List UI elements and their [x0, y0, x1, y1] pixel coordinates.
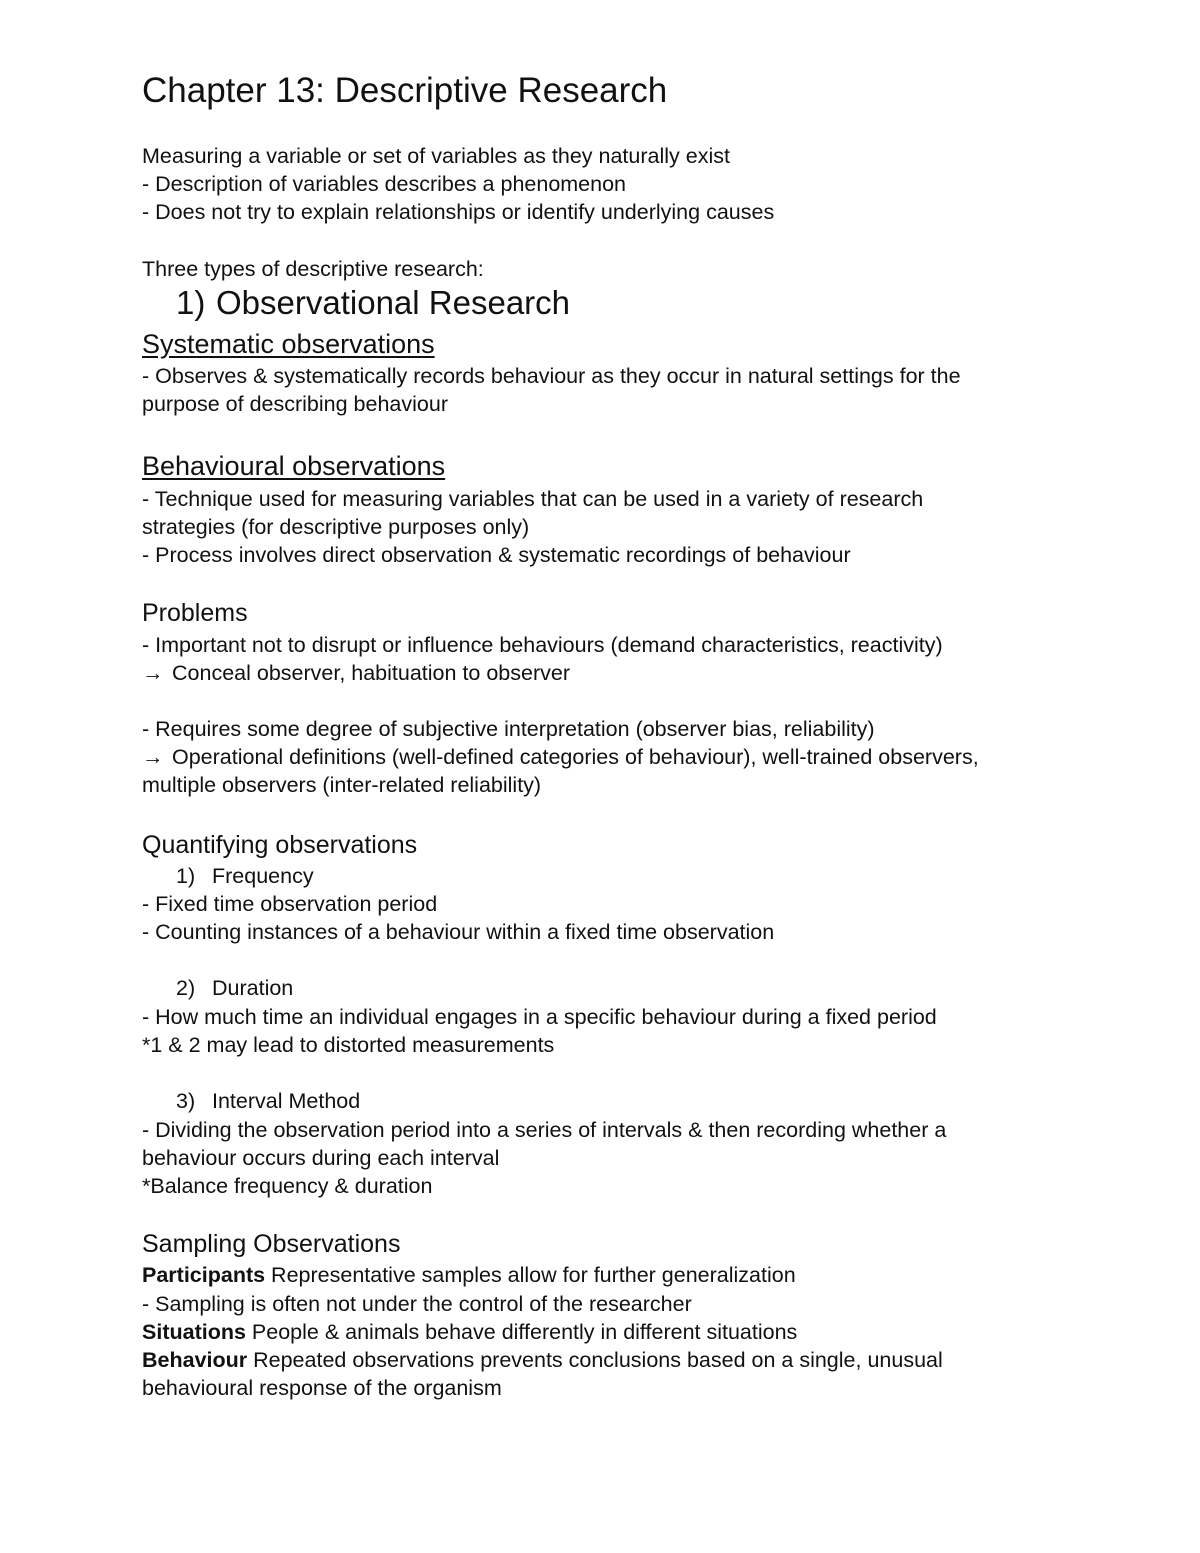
behavioural-line-2: strategies (for descriptive purposes only) — [142, 515, 530, 539]
systematic-line-1: - Observes & systematically records behaviour as they occur in natural settings for the — [142, 364, 961, 388]
page-title: Chapter 13: Descriptive Research — [142, 71, 668, 110]
item-label: Interval Method — [212, 1089, 361, 1113]
arrow-icon: → — [142, 745, 164, 769]
sampling-situations-line — [142, 1318, 797, 1346]
interval-line-3: *Balance frequency & duration — [142, 1174, 433, 1198]
sampling-behaviour-line-2: behavioural response of the organism — [142, 1376, 502, 1400]
interval-line-2: behaviour occurs during each interval — [142, 1146, 500, 1170]
problems-line-3: - Requires some degree of subjective interpretation (observer bias, reliability) — [142, 717, 875, 741]
list-number: 1) — [176, 284, 206, 321]
frequency-line-2: - Counting instances of a behaviour within a fixed time observation — [142, 920, 775, 944]
problems-arrow-line-1 — [142, 659, 570, 687]
frequency-line-1: - Fixed time observation period — [142, 892, 438, 916]
behaviour-term: Behaviour — [142, 1348, 248, 1372]
problems-heading: Problems — [142, 599, 248, 627]
interval-item — [176, 1087, 360, 1115]
behavioural-line-3: - Process involves direct observation & systematic recordings of behaviour — [142, 543, 851, 567]
behavioural-line-1: - Technique used for measuring variables that can be used in a variety of research — [142, 487, 924, 511]
list-number: 2) — [176, 976, 196, 1000]
intro-line-1: Measuring a variable or set of variables as they naturally exist — [142, 144, 730, 168]
list-number: 1) — [176, 864, 196, 888]
sampling-behaviour-line — [142, 1346, 943, 1374]
systematic-observations-heading: Systematic observations — [142, 329, 435, 359]
participants-text: Representative samples allow for further generalization — [265, 1263, 796, 1287]
observational-research-heading — [176, 284, 570, 322]
problems-arrow-line-2 — [142, 743, 979, 771]
problems-arrow-text-1: Conceal observer, habituation to observer — [172, 661, 570, 685]
duration-line-1: - How much time an individual engages in a specific behaviour during a fixed period — [142, 1005, 937, 1029]
problems-line-1: - Important not to disrupt or influence behaviours (demand characteristics, reactivity) — [142, 633, 943, 657]
interval-line-1: - Dividing the observation period into a series of intervals & then recording whether a — [142, 1118, 947, 1142]
problems-line-5: multiple observers (inter-related reliability) — [142, 773, 542, 797]
frequency-item — [176, 862, 314, 890]
behaviour-text: Repeated observations prevents conclusions based on a single, unusual — [247, 1348, 943, 1372]
sampling-heading: Sampling Observations — [142, 1230, 401, 1258]
situations-text: People & animals behave differently in different situations — [245, 1320, 798, 1344]
problems-arrow-text-2: Operational definitions (well-defined categories of behaviour), well-trained observers, — [172, 745, 979, 769]
intro-line-3: - Does not try to explain relationships or identify underlying causes — [142, 200, 775, 224]
situations-term: Situations — [142, 1320, 246, 1344]
item-label: Duration — [212, 976, 294, 1000]
heading-text: Observational Research — [216, 284, 571, 321]
sampling-participants-note: - Sampling is often not under the control of the researcher — [142, 1292, 692, 1316]
quantifying-heading: Quantifying observations — [142, 831, 418, 859]
arrow-icon: → — [142, 661, 164, 685]
systematic-line-2: purpose of describing behaviour — [142, 392, 448, 416]
types-intro: Three types of descriptive research: — [142, 257, 484, 281]
sampling-participants-line — [142, 1261, 796, 1289]
list-number: 3) — [176, 1089, 196, 1113]
intro-line-2: - Description of variables describes a phenomenon — [142, 172, 627, 196]
duration-item — [176, 974, 293, 1002]
participants-term: Participants — [142, 1263, 266, 1287]
duration-line-2: *1 & 2 may lead to distorted measurements — [142, 1033, 555, 1057]
item-label: Frequency — [212, 864, 314, 888]
behavioural-observations-heading: Behavioural observations — [142, 451, 446, 481]
